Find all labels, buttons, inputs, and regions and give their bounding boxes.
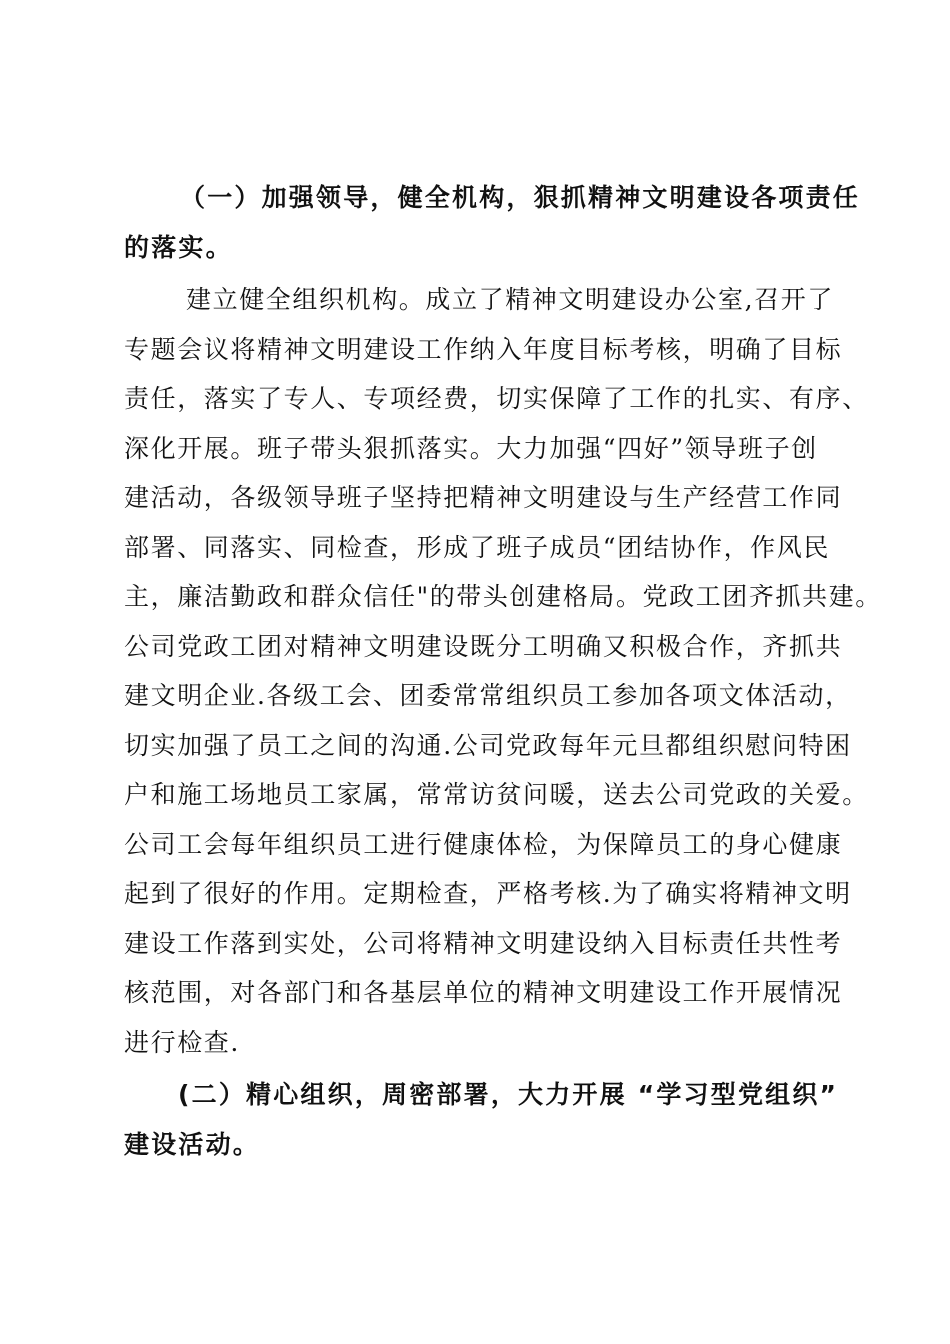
heading-1-line-1: （一）加强领导，健全机构，狠抓精神文明建设各项责任 — [180, 183, 861, 212]
body-line-15: 核范围，对各部门和各基层单位的精神文明建设工作开展情况 — [124, 978, 843, 1007]
body-line-14: 建设工作落到实处，公司将精神文明建设纳入目标责任共性考 — [124, 929, 843, 958]
body-line-5: 建活动，各级领导班子坚持把精神文明建设与生产经营工作同 — [124, 483, 843, 512]
body-line-16: 进行检查. — [124, 1028, 240, 1057]
body-line-10: 切实加强了员工之间的沟通.公司党政每年元旦都组织慰问特困 — [124, 731, 852, 760]
body-line-3: 责任，落实了专人、专项经费，切实保障了工作的扎实、有序、 — [124, 384, 869, 413]
body-line-13: 起到了很好的作用。定期检查，严格考核.为了确实将精神文明 — [124, 879, 852, 908]
body-line-2: 专题会议将精神文明建设工作纳入年度目标考核，明确了目标 — [124, 335, 843, 364]
body-line-9: 建文明企业.各级工会、团委常常组织员工参加各项文体活动， — [124, 681, 852, 710]
body-line-6: 部署、同落实、同检查，形成了班子成员“团结协作，作风民 — [124, 533, 830, 562]
body-line-11: 户和施工场地员工家属，常常访贫问暖，送去公司党政的关爱。 — [124, 780, 869, 809]
body-line-7: 主，廉洁勤政和群众信任"的带头创建格局。党政工团齐抓共建。 — [124, 582, 882, 611]
body-line-12: 公司工会每年组织员工进行健康体检，为保障员工的身心健康 — [124, 830, 843, 859]
body-line-8: 公司党政工团对精神文明建设既分工明确又积极合作，齐抓共 — [124, 632, 843, 661]
body-line-4: 深化开展。班子带头狠抓落实。大力加强“四好”领导班子创 — [124, 434, 818, 463]
heading-2-line-2: 建设活动。 — [124, 1130, 261, 1159]
heading-1-line-2: 的落实。 — [124, 233, 233, 262]
heading-2-line-1: (二）精心组织，周密部署，大力开展 “学习型党组织” — [178, 1080, 839, 1109]
body-line-1: 建立健全组织机构。成立了精神文明建设办公室,召开了 — [186, 285, 834, 314]
